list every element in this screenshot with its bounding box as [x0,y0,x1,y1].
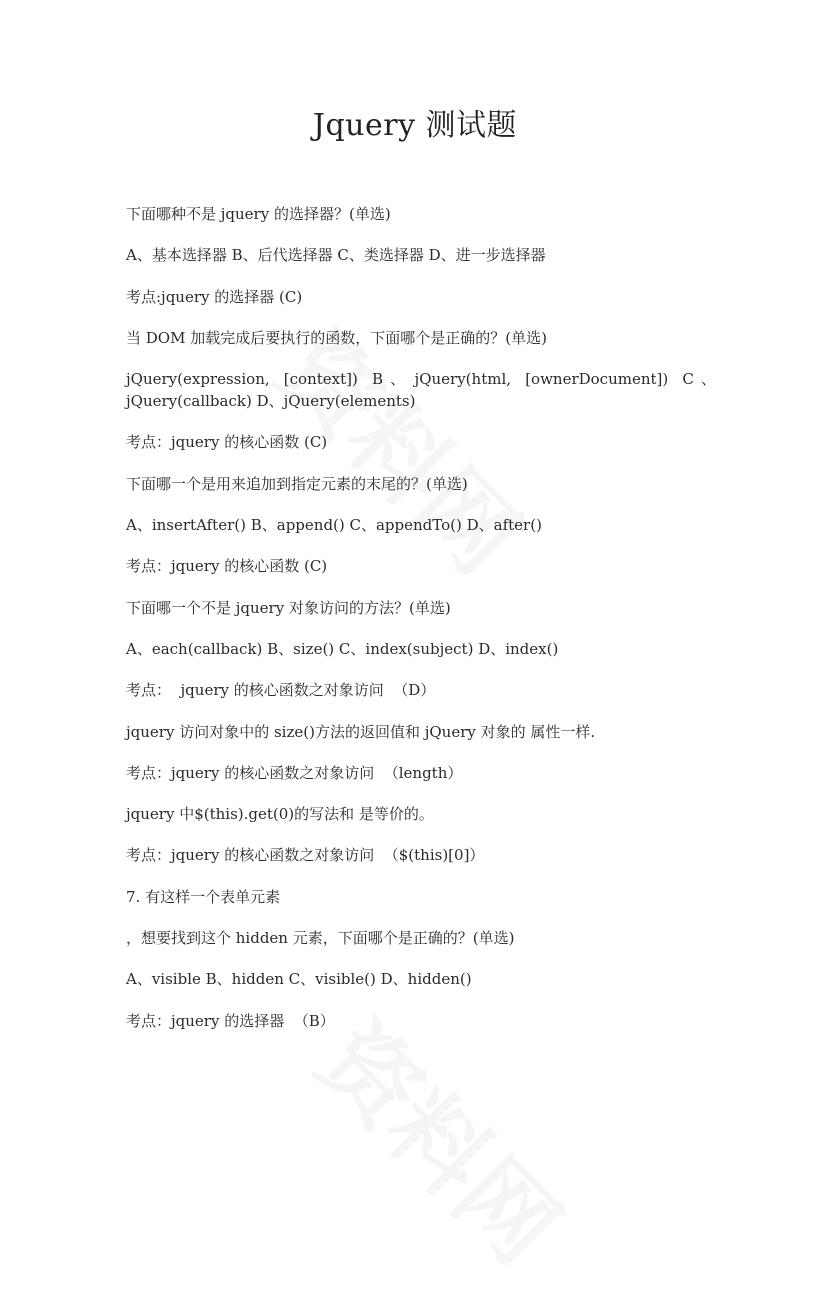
question-line: jquery 访问对象中的 size()方法的返回值和 jQuery 对象的 属性一样. [126,722,596,741]
options-line: A、基本选择器 B、后代选择器 C、类选择器 D、进一步选择器 [126,246,546,265]
question-line: 下面哪一个不是 jquery 对象访问的方法？(单选) [126,598,451,617]
question-line: 7. 有这样一个表单元素 [126,887,281,906]
answer-line: 考点：jquery 的核心函数之对象访问 （$(this)[0]） [126,846,485,865]
document-title: Jquery 测试题 [312,108,518,143]
question-line: ，想要找到这个 hidden 元素，下面哪个是正确的？(单选) [126,929,515,948]
options-line: A、visible B、hidden C、visible() D、hidden() [126,970,472,989]
question-line: 下面哪一个是用来追加到指定元素的末尾的？(单选) [126,474,468,493]
options-line: A、insertAfter() B、append() C、appendTo() D、after() [126,516,542,535]
question-line: 当 DOM 加载完成后要执行的函数，下面哪个是正确的？(单选) [126,328,547,347]
question-line: jquery 中$(this).get(0)的写法和 是等价的。 [126,805,434,824]
answer-line: 考点：jquery 的选择器 （B） [126,1011,335,1030]
question-line: 下面哪种不是 jquery 的选择器？(单选) [126,205,391,223]
answer-line: 考点：jquery 的核心函数之对象访问 （length） [126,763,463,782]
answer-line: 考点： jquery 的核心函数之对象访问 （D） [126,681,436,700]
options-line: jQuery(expression, [context]) B 、 jQuery(html, [ownerDocument]) C 、 jQuery(callback) D、jQuery(elements) [126,370,721,411]
options-line: A、each(callback) B、size() C、index(subject) D、index() [126,639,559,658]
answer-line: 考点：jquery 的核心函数 (C) [126,557,328,576]
document-body [126,203,721,1051]
answer-line: 考点:jquery 的选择器 (C) [126,287,303,306]
answer-line: 考点：jquery 的核心函数 (C) [126,433,328,452]
